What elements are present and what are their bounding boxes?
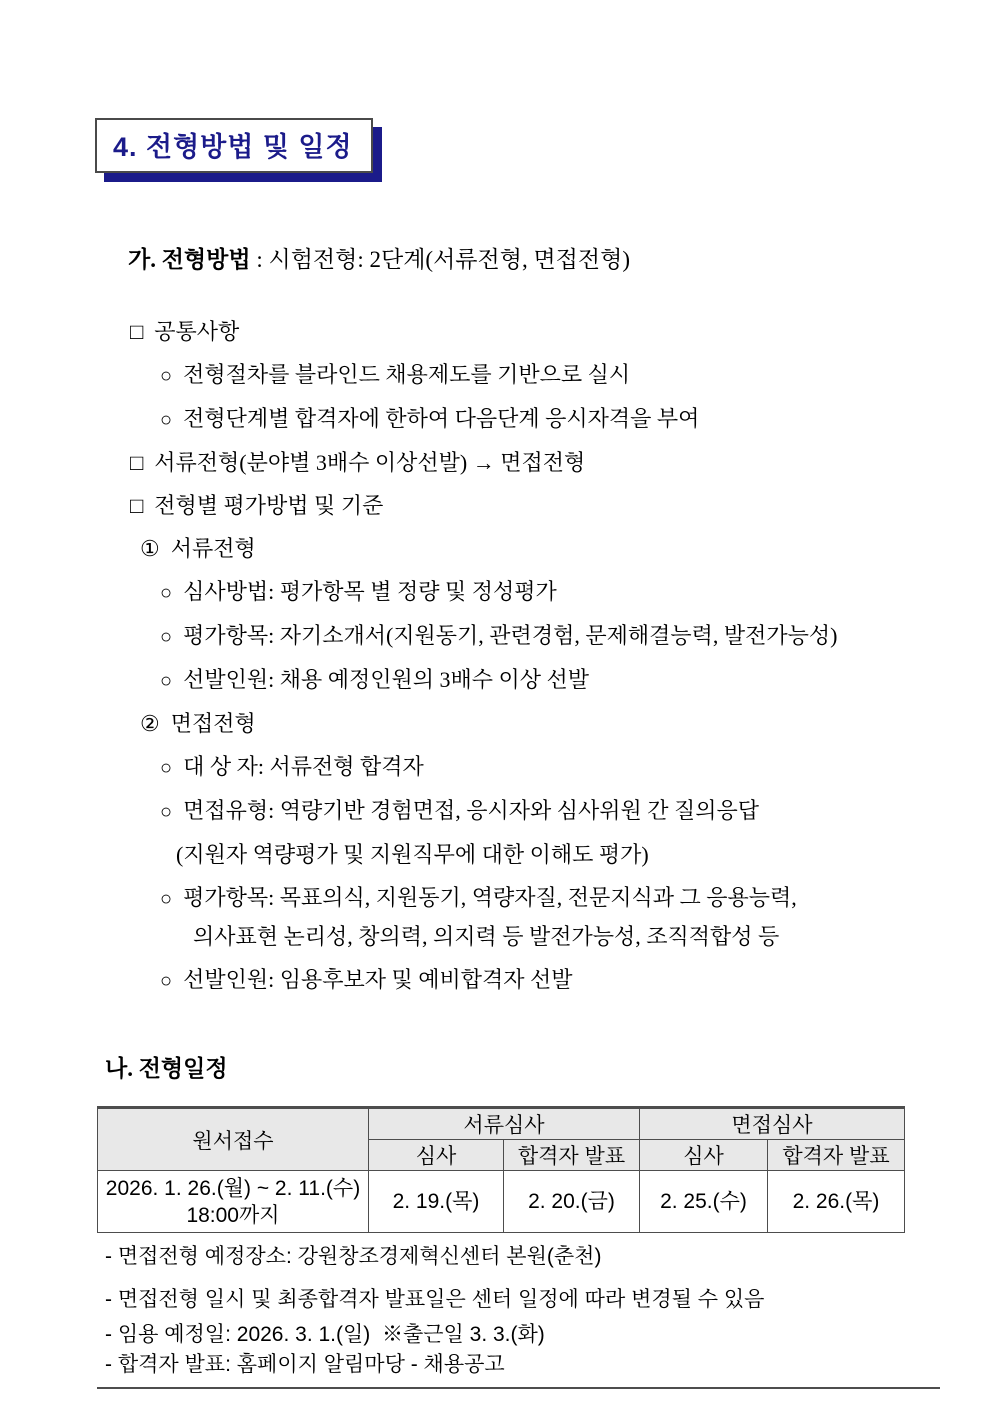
cell-interview-review-date: 2. 25.(수): [640, 1171, 768, 1233]
method-heading-value: 시험전형: 2단계(서류전형, 면접전형): [268, 247, 630, 272]
application-period-line1: 2026. 1. 26.(월) ~ 2. 11.(수): [105, 1176, 361, 1200]
subheader-doc-announce: 합격자 발표: [504, 1140, 640, 1171]
bullet-icon: ①: [140, 536, 160, 561]
cell-application-period: [98, 1171, 369, 1233]
schedule-note: - 임용 예정일: 2026. 3. 1.(일) ※출근일 3. 3.(화): [105, 1323, 545, 1346]
section-title: 4. 전형방법 및 일정: [113, 132, 353, 162]
bullet-icon: ○: [160, 888, 173, 910]
subheader-doc-review: 심사: [369, 1140, 504, 1171]
subheader-interview-review: 심사: [640, 1140, 768, 1171]
bullet-icon: ○: [160, 409, 173, 431]
method-line: ○ 선발인원: 채용 예정인원의 3배수 이상 선발: [0, 666, 1000, 695]
schedule-note: - 면접전형 예정장소: 강원창조경제혁신센터 본원(춘천): [105, 1245, 602, 1268]
bullet-icon: ○: [160, 757, 173, 779]
bullet-icon: ○: [160, 801, 173, 823]
col-group-interview-review: 면접심사: [640, 1108, 905, 1140]
section-title-box: [95, 118, 373, 173]
method-line: ○ 전형단계별 합격자에 한하여 다음단계 응시자격을 부여: [0, 405, 1000, 434]
method-line: ○ 평가항목: 자기소개서(지원동기, 관련경험, 문제해결능력, 발전가능성): [0, 622, 1000, 651]
col-group-document-review: 서류심사: [369, 1108, 640, 1140]
bullet-icon: ○: [160, 670, 173, 692]
method-line: ② 면접전형: [140, 711, 256, 736]
method-line: ○ 전형절차를 블라인드 채용제도를 기반으로 실시: [0, 361, 1000, 390]
bullet-icon: □: [130, 450, 144, 475]
method-line: 의사표현 논리성, 창의력, 의지력 등 발전가능성, 조직적합성 등: [193, 924, 780, 949]
method-heading-label: 가. 전형방법: [128, 247, 251, 272]
method-line: □ 공통사항: [130, 319, 240, 344]
method-line: □ 전형별 평가방법 및 기준: [130, 493, 384, 518]
method-line: ○ 선발인원: 임용후보자 및 예비합격자 선발: [0, 966, 1000, 995]
method-line: □ 서류전형(분야별 3배수 이상선발) → 면접전형: [130, 450, 586, 475]
schedule-notes: [97, 1233, 940, 1389]
col-header-application: 원서접수: [98, 1108, 369, 1171]
method-list: [0, 318, 1000, 995]
bullet-icon: ○: [160, 582, 173, 604]
method-line: ① 서류전형: [140, 536, 256, 561]
method-line: (지원자 역량평가 및 지원직무에 대한 이해도 평가): [176, 842, 649, 867]
method-line: ○ 평가항목: 목표의식, 지원동기, 역량자질, 전문지식과 그 응용능력,: [0, 884, 1000, 913]
method-heading: [105, 218, 1000, 302]
bullet-icon: □: [130, 319, 144, 344]
application-period-line2: 18:00까지: [186, 1203, 280, 1227]
cell-doc-review-date: 2. 19.(목): [369, 1171, 504, 1233]
method-line: ○ 대 상 자: 서류전형 합격자: [0, 753, 1000, 782]
bullet-icon: ○: [160, 626, 173, 648]
subheader-interview-announce: 합격자 발표: [768, 1140, 905, 1171]
bullet-icon: □: [130, 493, 144, 518]
bullet-icon: ○: [160, 970, 173, 992]
schedule-table: [97, 1106, 905, 1233]
schedule-note: - 합격자 발표: 홈페이지 알림마당 - 채용공고: [105, 1353, 505, 1376]
schedule-note: - 면접전형 일시 및 최종합격자 발표일은 센터 일정에 따라 변경될 수 있음: [105, 1288, 765, 1311]
bullet-icon: ○: [160, 365, 173, 387]
method-heading-separator: :: [250, 247, 269, 272]
cell-interview-announce-date: 2. 26.(목): [768, 1171, 905, 1233]
method-line: ○ 심사방법: 평가항목 별 정량 및 정성평가: [0, 578, 1000, 607]
schedule-heading: 나. 전형일정: [105, 1056, 228, 1081]
cell-doc-announce-date: 2. 20.(금): [504, 1171, 640, 1233]
method-line: ○ 면접유형: 역량기반 경험면접, 응시자와 심사위원 간 질의응답: [0, 797, 1000, 826]
bullet-icon: ②: [140, 711, 160, 736]
